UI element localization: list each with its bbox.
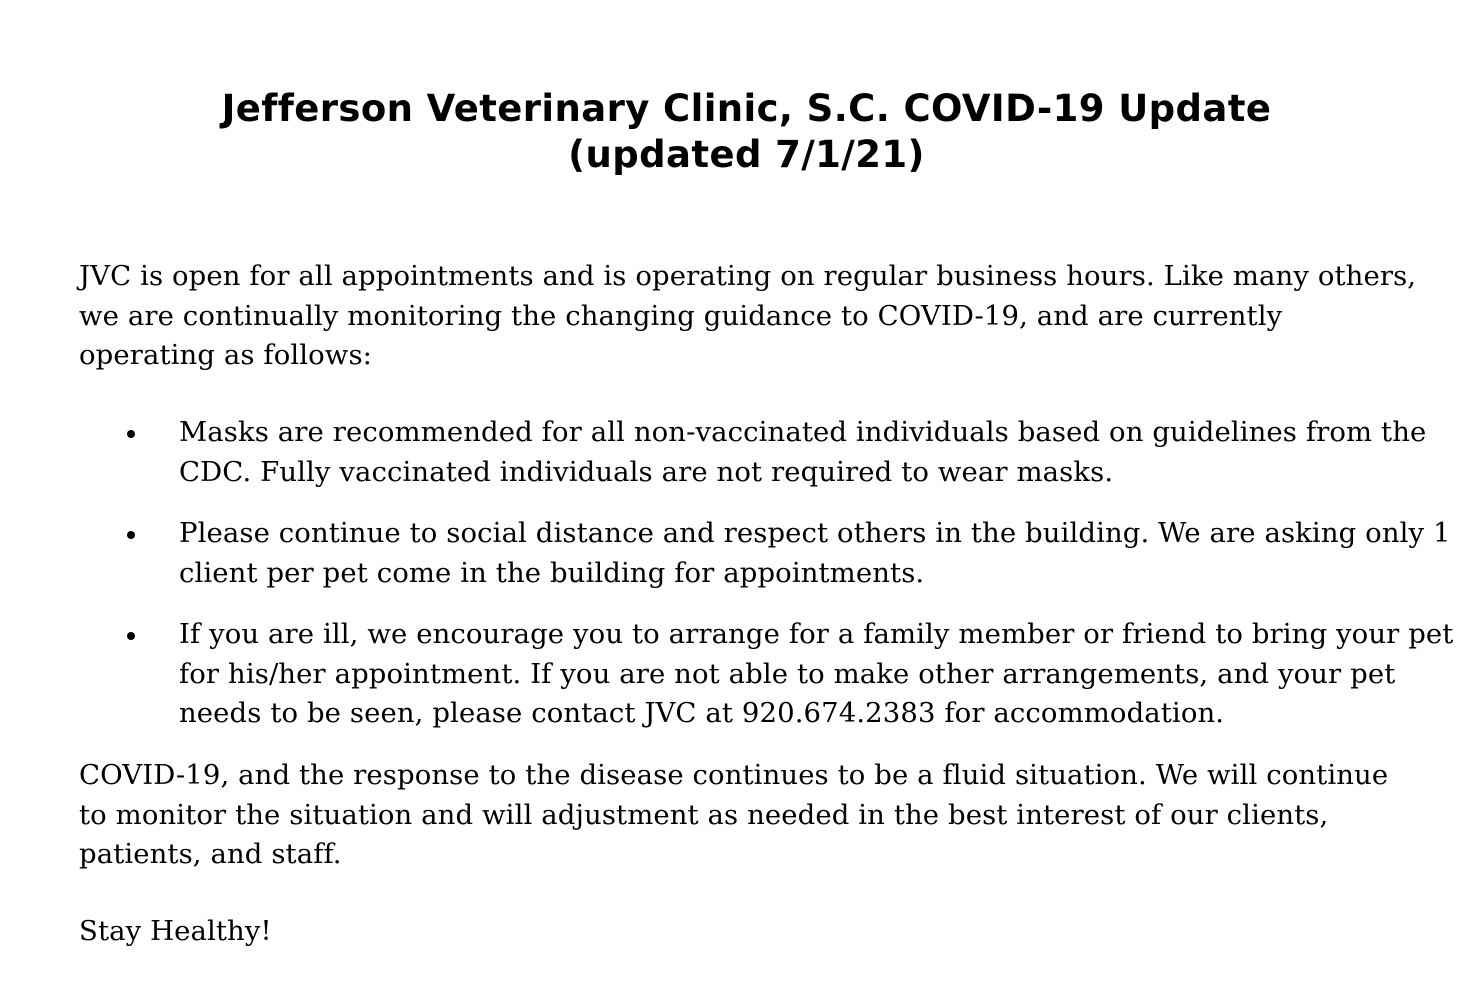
list-item-text: If you are ill, we encourage you to arrange for a family member or friend to bring your pet for his/her appointment. If you are not able to make other arrangements, and your pet needs to be seen, please contact JVC at 920.674.2383 for accommodation. xyxy=(179,618,1454,729)
list-item-text: Please continue to social distance and respect others in the building. We are asking only 1 client per pet come in the building for appointments. xyxy=(179,517,1451,589)
bullet-icon xyxy=(127,531,135,539)
closing-paragraph: COVID-19, and the response to the disease continues to be a fluid situation. We will continue to monitor the situation and will adjustment as needed in the best interest of our clients, patients, and staff. xyxy=(79,759,1389,870)
intro-paragraph: JVC is open for all appointments and is operating on regular business hours. Like many others, we are continually monitoring the changing guidance to COVID-19, and are currently operating as follows: xyxy=(79,260,1417,371)
signoff-text: Stay Healthy! xyxy=(79,915,272,947)
list-item xyxy=(79,615,1459,734)
bullet-icon xyxy=(127,430,135,438)
page-title xyxy=(0,86,1473,178)
guidelines-list xyxy=(79,413,1459,756)
list-item xyxy=(79,514,1459,593)
list-item xyxy=(79,413,1459,492)
title-line-2: (updated 7/1/21) xyxy=(568,133,925,176)
title-line-1: Jefferson Veterinary Clinic, S.C. COVID-19 Update xyxy=(221,87,1272,130)
list-item-text: Masks are recommended for all non-vaccinated individuals based on guidelines from the CDC. Fully vaccinated individuals are not required to wear masks. xyxy=(179,416,1427,488)
bullet-icon xyxy=(127,632,135,640)
